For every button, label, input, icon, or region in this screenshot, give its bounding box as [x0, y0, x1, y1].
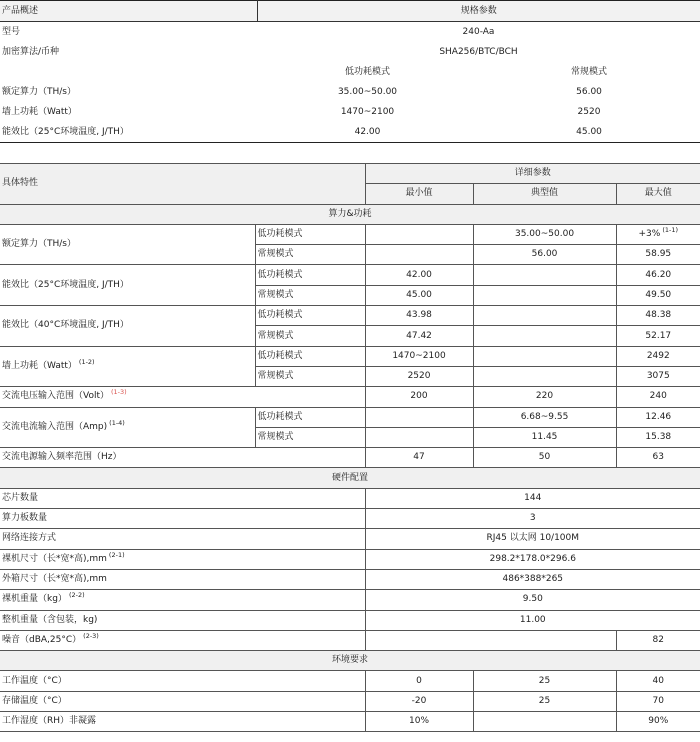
- overview-row-algorithm: [0, 42, 700, 62]
- d-chips-value: 144: [365, 488, 700, 508]
- hashrate-row-low: [0, 224, 700, 244]
- d-accurrent-normal-typ: 11.45: [473, 427, 616, 447]
- model-value: 240-Aa: [462, 27, 495, 37]
- d-eff25-mode-low: 低功耗模式: [255, 265, 365, 285]
- hashrate-label: 额定算力（TH/s）: [2, 87, 76, 97]
- humidity-row: [0, 712, 700, 732]
- d-accurrent-mode-normal: 常规模式: [255, 427, 365, 447]
- d-eff40-label: 能效比（40°C环境温度, J/TH）: [0, 306, 255, 347]
- d-accurrent-normal-max: 15.38: [616, 427, 700, 447]
- d-acvoltage-min: 200: [365, 387, 473, 407]
- mode-low-power: 低功耗模式: [344, 67, 390, 77]
- note-2-1: (2-1): [108, 550, 125, 559]
- d-size-label-cell: [0, 549, 365, 569]
- d-hashrate-normal-min: [365, 245, 473, 265]
- d-accurrent-low-typ: 6.68~9.55: [473, 407, 616, 427]
- weight-row: [0, 590, 700, 610]
- d-eff25-label: 能效比（25°C环境温度, J/TH）: [0, 265, 255, 306]
- detail-header-row-1: [0, 164, 700, 184]
- d-wallpower-mode-normal: 常规模式: [255, 366, 365, 386]
- d-noise-label-cell: [0, 630, 365, 650]
- d-eff25-normal-min: 45.00: [365, 285, 473, 305]
- d-acvoltage-label-cell: [0, 387, 365, 407]
- d-eff40-normal-max: 52.17: [616, 326, 700, 346]
- modes-blank: [0, 62, 257, 82]
- d-wallpower-low-min: 1470~2100: [365, 346, 473, 366]
- overview-row-power: [0, 102, 700, 122]
- d-network-label: 网络连接方式: [0, 529, 365, 549]
- detail-header-group: 详细参数: [365, 164, 700, 184]
- d-storagetemp-label: 存储温度（°C）: [0, 691, 365, 711]
- d-hashrate-mode-normal: 常规模式: [255, 245, 365, 265]
- algorithm-value: SHA256/BTC/BCH: [439, 47, 518, 57]
- d-acfreq-min: 47: [365, 448, 473, 468]
- d-optemp-min: 0: [365, 671, 473, 691]
- d-eff25-normal-typ: [473, 285, 616, 305]
- d-hashrate-low-min: [365, 224, 473, 244]
- d-accurrent-label-cell: [0, 407, 255, 448]
- d-optemp-label: 工作温度（°C）: [0, 671, 365, 691]
- d-eff40-mode-normal: 常规模式: [255, 326, 365, 346]
- header-min: 最小值: [365, 184, 473, 204]
- size-row: [0, 549, 700, 569]
- d-wallpower-normal-min: 2520: [365, 366, 473, 386]
- section-environment-row: [0, 651, 700, 671]
- d-acfreq-typ: 50: [473, 448, 616, 468]
- d-hashrate-low-typ: 35.00~50.00: [473, 224, 616, 244]
- d-storagetemp-max: 70: [616, 691, 700, 711]
- d-eff40-low-min: 43.98: [365, 306, 473, 326]
- d-optemp-typ: 25: [473, 671, 616, 691]
- d-accurrent-normal-min: [365, 427, 473, 447]
- wallpower-row-low: [0, 346, 700, 366]
- d-eff25-low-min: 42.00: [365, 265, 473, 285]
- d-humidity-typ: [473, 712, 616, 732]
- d-wallpower-normal-typ: [473, 366, 616, 386]
- efficiency-normal: 45.00: [478, 122, 700, 143]
- hashrate-normal: 56.00: [576, 87, 602, 97]
- power-low: 1470~2100: [340, 107, 395, 117]
- d-eff25-low-typ: [473, 265, 616, 285]
- acfreq-row: [0, 448, 700, 468]
- efficiency-low: 42.00: [257, 122, 478, 143]
- d-weight-label-cell: [0, 590, 365, 610]
- note-1-1: (1-1): [662, 226, 679, 235]
- d-size-label: 裸机尺寸（长*宽*高),mm: [2, 553, 107, 564]
- d-storagetemp-min: -20: [365, 691, 473, 711]
- section-power-row: [0, 204, 700, 224]
- d-eff40-normal-typ: [473, 326, 616, 346]
- d-acvoltage-typ: 220: [473, 387, 616, 407]
- d-humidity-min: 10%: [365, 712, 473, 732]
- header-max: 最大值: [616, 184, 700, 204]
- d-weight-label: 裸机重量（kg）: [2, 594, 67, 605]
- d-noise-max: 82: [616, 630, 700, 650]
- d-noise-label: 噪音（dBA,25°C）: [2, 634, 82, 645]
- d-acfreq-max: 63: [616, 448, 700, 468]
- boxsize-row: [0, 569, 700, 589]
- d-boxsize-value: 486*388*265: [365, 569, 700, 589]
- overview-table: [0, 0, 700, 143]
- d-noise-blank: [365, 630, 616, 650]
- d-eff25-normal-max: 49.50: [616, 285, 700, 305]
- detail-table: [0, 163, 700, 732]
- d-optemp-max: 40: [616, 671, 700, 691]
- d-boxsize-label: 外箱尺寸（长*宽*高),mm: [0, 569, 365, 589]
- d-hashrate-normal-typ: 56.00: [473, 245, 616, 265]
- note-2-3: (2-3): [83, 631, 99, 640]
- overview-header-row: [0, 1, 700, 22]
- d-humidity-label: 工作湿度（RH）非凝露: [0, 712, 365, 732]
- d-wallpower-normal-max: 3075: [616, 366, 700, 386]
- grossweight-row: [0, 610, 700, 630]
- d-acfreq-label: 交流电源输入频率范围（Hz）: [0, 448, 365, 468]
- d-wallpower-low-max: 2492: [616, 346, 700, 366]
- detail-header-label: 具体特性: [0, 164, 365, 205]
- d-hashrate-mode-low: 低功耗模式: [255, 224, 365, 244]
- section-hardware-row: [0, 468, 700, 488]
- algorithm-label: 加密算法/币种: [2, 47, 60, 57]
- d-accurrent-label: 交流电流输入范围（Amp): [2, 421, 108, 432]
- noise-row: [0, 630, 700, 650]
- overview-header-label: 产品概述: [0, 1, 257, 22]
- header-typ: 典型值: [473, 184, 616, 204]
- overview-row-modes: [0, 62, 700, 82]
- d-acvoltage-label: 交流电压输入范围（Volt）: [2, 391, 109, 402]
- eff40-row-low: [0, 306, 700, 326]
- d-hashrate-normal-max: 58.95: [616, 245, 700, 265]
- storagetemp-row: [0, 691, 700, 711]
- d-grossweight-value: 11.00: [365, 610, 700, 630]
- chips-row: [0, 488, 700, 508]
- d-humidity-max: 90%: [616, 712, 700, 732]
- model-label: 型号: [2, 27, 21, 37]
- d-eff40-low-typ: [473, 306, 616, 326]
- d-size-value: 298.2*178.0*296.6: [365, 549, 700, 569]
- d-acvoltage-max: 240: [616, 387, 700, 407]
- mode-normal: 常规模式: [571, 67, 608, 77]
- d-boards-label: 算力板数量: [0, 509, 365, 529]
- d-storagetemp-typ: 25: [473, 691, 616, 711]
- d-wallpower-label-cell: [0, 346, 255, 387]
- overview-header-value: 规格参数: [257, 1, 700, 22]
- d-eff40-normal-min: 47.42: [365, 326, 473, 346]
- overview-row-efficiency: [0, 122, 700, 143]
- d-accurrent-low-max: 12.46: [616, 407, 700, 427]
- power-normal: 2520: [577, 107, 601, 117]
- hashrate-low: 35.00~50.00: [337, 87, 398, 97]
- accurrent-row-low: [0, 407, 700, 427]
- d-boards-value: 3: [365, 509, 700, 529]
- section-power-title: 算力&功耗: [0, 204, 700, 224]
- d-chips-label: 芯片数量: [0, 488, 365, 508]
- acvoltage-row: [0, 387, 700, 407]
- efficiency-label: 能效比（25°C环境温度, J/TH）: [0, 122, 257, 143]
- note-1-4: (1-4): [109, 418, 125, 427]
- d-wallpower-low-typ: [473, 346, 616, 366]
- boards-row: [0, 509, 700, 529]
- network-row: [0, 529, 700, 549]
- d-accurrent-low-min: [365, 407, 473, 427]
- d-wallpower-label: 墙上功耗（Watt）: [2, 360, 77, 371]
- section-hardware-title: 硬件配置: [0, 468, 700, 488]
- d-wallpower-mode-low: 低功耗模式: [255, 346, 365, 366]
- d-weight-value: 9.50: [365, 590, 700, 610]
- note-2-2: (2-2): [68, 591, 85, 600]
- eff25-row-low: [0, 265, 700, 285]
- d-hashrate-low-max-value: +3%: [638, 229, 661, 240]
- section-environment-title: 环境要求: [0, 651, 700, 671]
- overview-row-model: [0, 22, 700, 43]
- d-eff25-mode-normal: 常规模式: [255, 285, 365, 305]
- d-hashrate-label: 额定算力（TH/s）: [0, 224, 255, 265]
- power-label: 墙上功耗（Watt）: [2, 107, 77, 117]
- d-eff40-mode-low: 低功耗模式: [255, 306, 365, 326]
- d-grossweight-label: 整机重量（含包装，kg): [0, 610, 365, 630]
- d-hashrate-low-max: [616, 224, 700, 244]
- note-1-3: (1-3): [111, 388, 127, 397]
- d-accurrent-mode-low: 低功耗模式: [255, 407, 365, 427]
- d-network-value: RJ45 以太网 10/100M: [365, 529, 700, 549]
- overview-row-hashrate: [0, 82, 700, 102]
- d-eff25-low-max: 46.20: [616, 265, 700, 285]
- note-1-2: (1-2): [78, 357, 95, 366]
- optemp-row: [0, 671, 700, 691]
- d-eff40-low-max: 48.38: [616, 306, 700, 326]
